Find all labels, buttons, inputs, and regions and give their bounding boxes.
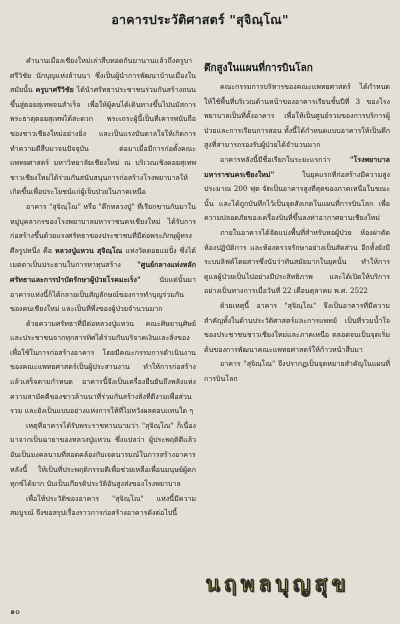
text-run: อาคารหลังนี้มีชื่อเรียกในระยะแรกว่า [220,154,350,164]
text-run: ได้นำศรัทธาประชาชนร่วมกันสร้างถนนขึ้นสู่ดอยสุเทพจนสำเร็จ เพื่อให้ผู้คนได้เดินทางขึ้นไปนมัสการพระธาตุดอยสุเทพได้สะดวก พระเถระผู้นี้เป็นที่เคารพนับถือของชาวเชียงใหม่อย่างยิ่ง และเป็นแรงบันดาลใจให้เกิดการทำความดีสืบมาจนปัจจุบัน ต่อมาเมื่อมีการก่อตั้งคณะแพทยศาสตร์ มหาวิทยาลัยเชียงใหม่ ณ บริเวณเชิงดอยสุเทพ ชาวเชียงใหม่ได้ร่วมกันสนับสนุนการก่อสร้างโรงพยาบาลให้เกิดขึ้นเพื่อประโยชน์แก่ผู้เจ็บป่วยในภาคเหนือ [10,85,196,197]
text-run: แห่งวัดดอยแม่ปั๋ง ซึ่งได้เมตตาเป็นประธานในการหาทุนสร้าง [10,245,196,270]
left-paragraph-3: ด้วยความศรัทธาที่มีต่อหลวงปู่แหวน คณะศิษยานุศิษย์และประชาชนจากทุกสารทิศได้ร่วมกันบริจาคเงินและสิ่งของเพื่อใช้ในการก่อสร้างอาคาร โดยมีคณะกรรมการดำเนินงานของคณะแพทยศาสตร์เป็นผู้ประสานงาน ทำให้การก่อสร้างแล้วเสร็จตามกำหนด อาคารนี้จึงเป็นเครื่องยืนยันถึงพลังแห่งความสามัคคีของชาวล้านนาที่ร่วมกันสร้างสิ่งที่ดีงามเพื่อส่วนรวม และยังเป็นแบบอย่างแห่งการให้ที่ไม่หวังผลตอบแทนใด ๆ [10,318,196,416]
left-paragraph-1 [10,54,196,200]
bold-text-run: ครูบาศรีวิชัย [35,85,74,95]
right-paragraph-3: ภายในอาคารได้จัดแบ่งพื้นที่สำหรับหอผู้ป่วย ห้องผ่าตัด ห้องปฏิบัติการ และห้องตรวจรักษาอย่างเป็นสัดส่วน อีกทั้งยังมีระบบลิฟต์โดยสารซึ่งนับว่าทันสมัยมากในยุคนั้น ทำให้การดูแลผู้ป่วยเป็นไปอย่างมีประสิทธิภาพ และได้เปิดให้บริการอย่างเป็นทางการเมื่อวันที่ 22 เดือนตุลาคม พ.ศ. 2522 [204,227,390,296]
right-column [204,54,390,559]
page-number: ๑๐ [10,607,20,616]
left-paragraph-2 [10,200,196,317]
left-paragraph-5: เพื่อให้ประวัติของอาคาร "สุจิณฺโณ" แห่งนี้มีความสมบูรณ์ จึงขอสรุปเรื่องราวการก่อสร้างอาคารดังต่อไปนี้ [10,493,196,518]
left-paragraph-4: เหตุที่อาคารได้รับพระราชทานนามว่า "สุจิณฺโณ" ก็เนื่องมาจากเป็นฉายาของหลวงปู่แหวน ซึ่งแปลว่า ผู้ประพฤติดีแล้ว อันเป็นมงคลนามที่สอดคล้องกับเจตนารมณ์ในการสร้างอาคารหลังนี้ ให้เป็นที่ประพฤติกรรมดีเพื่อช่วยเหลือเพื่อนมนุษย์ผู้ตกทุกข์ได้ยาก นับเป็นเกียรติประวัติอันสูงส่งของโรงพยาบาล [10,420,196,489]
right-paragraph-5: อาคาร "สุจิณฺโณ" จึงปรากฏเป็นจุดหมายสำคัญในแผนที่การบินโลก [204,359,390,383]
right-paragraph-4: ด้วยเหตุนี้ อาคาร "สุจิณฺโณ" จึงเป็นอาคารที่มีความสำคัญทั้งในด้านประวัติศาสตร์และการแพทย์ เป็นที่รวมน้ำใจของประชาชนชาวเชียงใหม่และภาคเหนือ ตลอดจนเป็นจุดเริ่มต้นของการพัฒนาคณะแพทยศาสตร์ให้ก้าวหน้าสืบมา [204,300,390,354]
text-run: คำนานเมืองเชียงใหม่เล่าสืบทอดกันมานานแล้วถึงครูบาศรีวิชัย นักบุญแห่งล้านนา ซึ่งเป็นผู้นำการพัฒนาบ้านเมืองในสมัยนั้น [10,56,196,95]
text-run: นับแต่นั้นมาอาคารแห่งนี้ก็ได้กลายเป็นสัญลักษณ์ของการทำบุญร่วมกันของคนเชียงใหม่ และเป็นที่พึ่งของผู้ป่วยจำนวนมาก [10,274,196,314]
section-heading: ตึกสูงในแผนที่การบินโลก [204,63,313,74]
text-run: ในยุคแรกที่ก่อสร้างมีความสูงประมาณ 200 ฟุต จัดเป็นอาคารสูงที่สุดของภาคเหนือในขณะนั้น และได้ถูกบันทึกไว้เป็นจุดสังเกตในแผนที่การบินโลก เพื่อความปลอดภัยของเครื่องบินที่ขึ้นลงท่าอากาศยานเชียงใหม่ [204,169,390,223]
bold-text-run: "โรงพยาบาลมหาราชนครเชียงใหม่" [204,154,390,179]
right-paragraph-2 [204,153,390,226]
bold-text-run: "ศูนย์กลางแห่งหลักศรัทธาและการบำบัดรักษาผู้ป่วยโรคมะเร็ง" [10,260,196,284]
watermark-text: นฤพลบุญสุข [205,572,350,596]
page-title: อาคารประวัติศาสตร์ "สุจิณฺโณ" [111,12,289,27]
right-paragraph-1: คณะกรรมการบริหารของคณะแพทยศาสตร์ ได้กำหนดให้ใช้พื้นที่บริเวณด้านหน้าของอาคารเรียนชั้นปีที่ 3 ของโรงพยาบาลเป็นที่ตั้งอาคาร เพื่อให้เป็นศูนย์รวมของการบริการผู้ป่วยและการเรียนการสอน ทั้งนี้ได้กำหนดแบบอาคารให้เป็นตึกสูงที่สามารถรองรับผู้ป่วยได้จำนวนมาก [204,82,390,150]
text-run: อาคาร "สุจิณฺโณ" หรือ "ตึกหลวงปู่" ที่เรียกขานกันมาในหมู่บุคลากรของโรงพยาบาลมหาราชนครเชียงใหม่ ได้รับการก่อสร้างขึ้นด้วยแรงศรัทธาของประชาชนที่มีต่อพระภิกษุผู้ทรงศีลรูปหนึ่ง คือ [10,201,196,255]
left-column [10,54,196,596]
bold-text-run: หลวงปู่แหวน สุจิณฺโณ [55,245,123,255]
